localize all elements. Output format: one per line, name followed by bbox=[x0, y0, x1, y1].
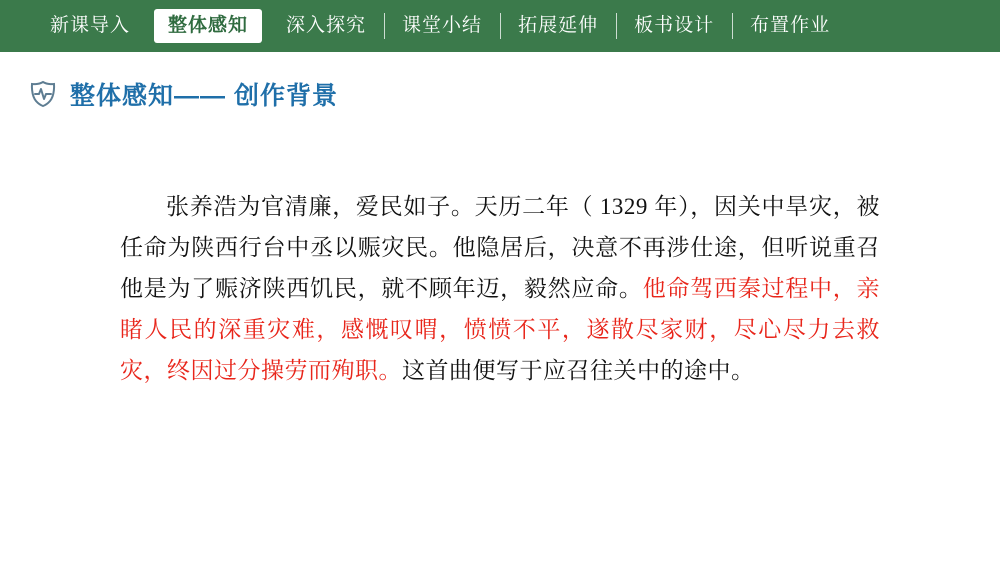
paragraph-segment-normal-2: 这首曲便写于应召往关中的途中。 bbox=[402, 358, 755, 383]
nav-item-1[interactable]: 整体感知 bbox=[154, 9, 262, 43]
paragraph-segment-highlight: 他命驾西秦过程中，亲睹人民的深重灾难，感慨叹喟，愤愤不平，遂散尽家财，尽心尽力去救灾，终因过分操劳而殉职。 bbox=[120, 276, 881, 383]
nav-item-6[interactable]: 布置作业 bbox=[732, 11, 848, 41]
nav-item-2[interactable]: 深入探究 bbox=[286, 15, 367, 36]
top-navigation-bar bbox=[0, 0, 1000, 52]
nav-item-4[interactable]: 拓展延伸 bbox=[500, 11, 616, 41]
content-body bbox=[120, 186, 880, 391]
nav-item-3[interactable]: 课堂小结 bbox=[384, 11, 500, 41]
paragraph-segment-normal-1: 张养浩为官清廉，爱民如子。天历二年（ 1329 年），因关中旱灾，被任命为陕西行台中丞以赈灾民。他隐居后，决意不再涉仕途，但听说重召他是为了赈济陕西饥民，就不顾年迈，毅然应命。 bbox=[120, 194, 880, 301]
nav-item-5[interactable]: 板书设计 bbox=[616, 11, 732, 41]
background-paragraph bbox=[120, 186, 880, 391]
section-heading bbox=[28, 76, 338, 112]
section-heading-text: 整体感知—— 创作背景 bbox=[70, 82, 338, 110]
nav-item-0[interactable]: 新课导入 bbox=[50, 15, 131, 36]
heartbeat-shield-icon bbox=[28, 79, 58, 109]
